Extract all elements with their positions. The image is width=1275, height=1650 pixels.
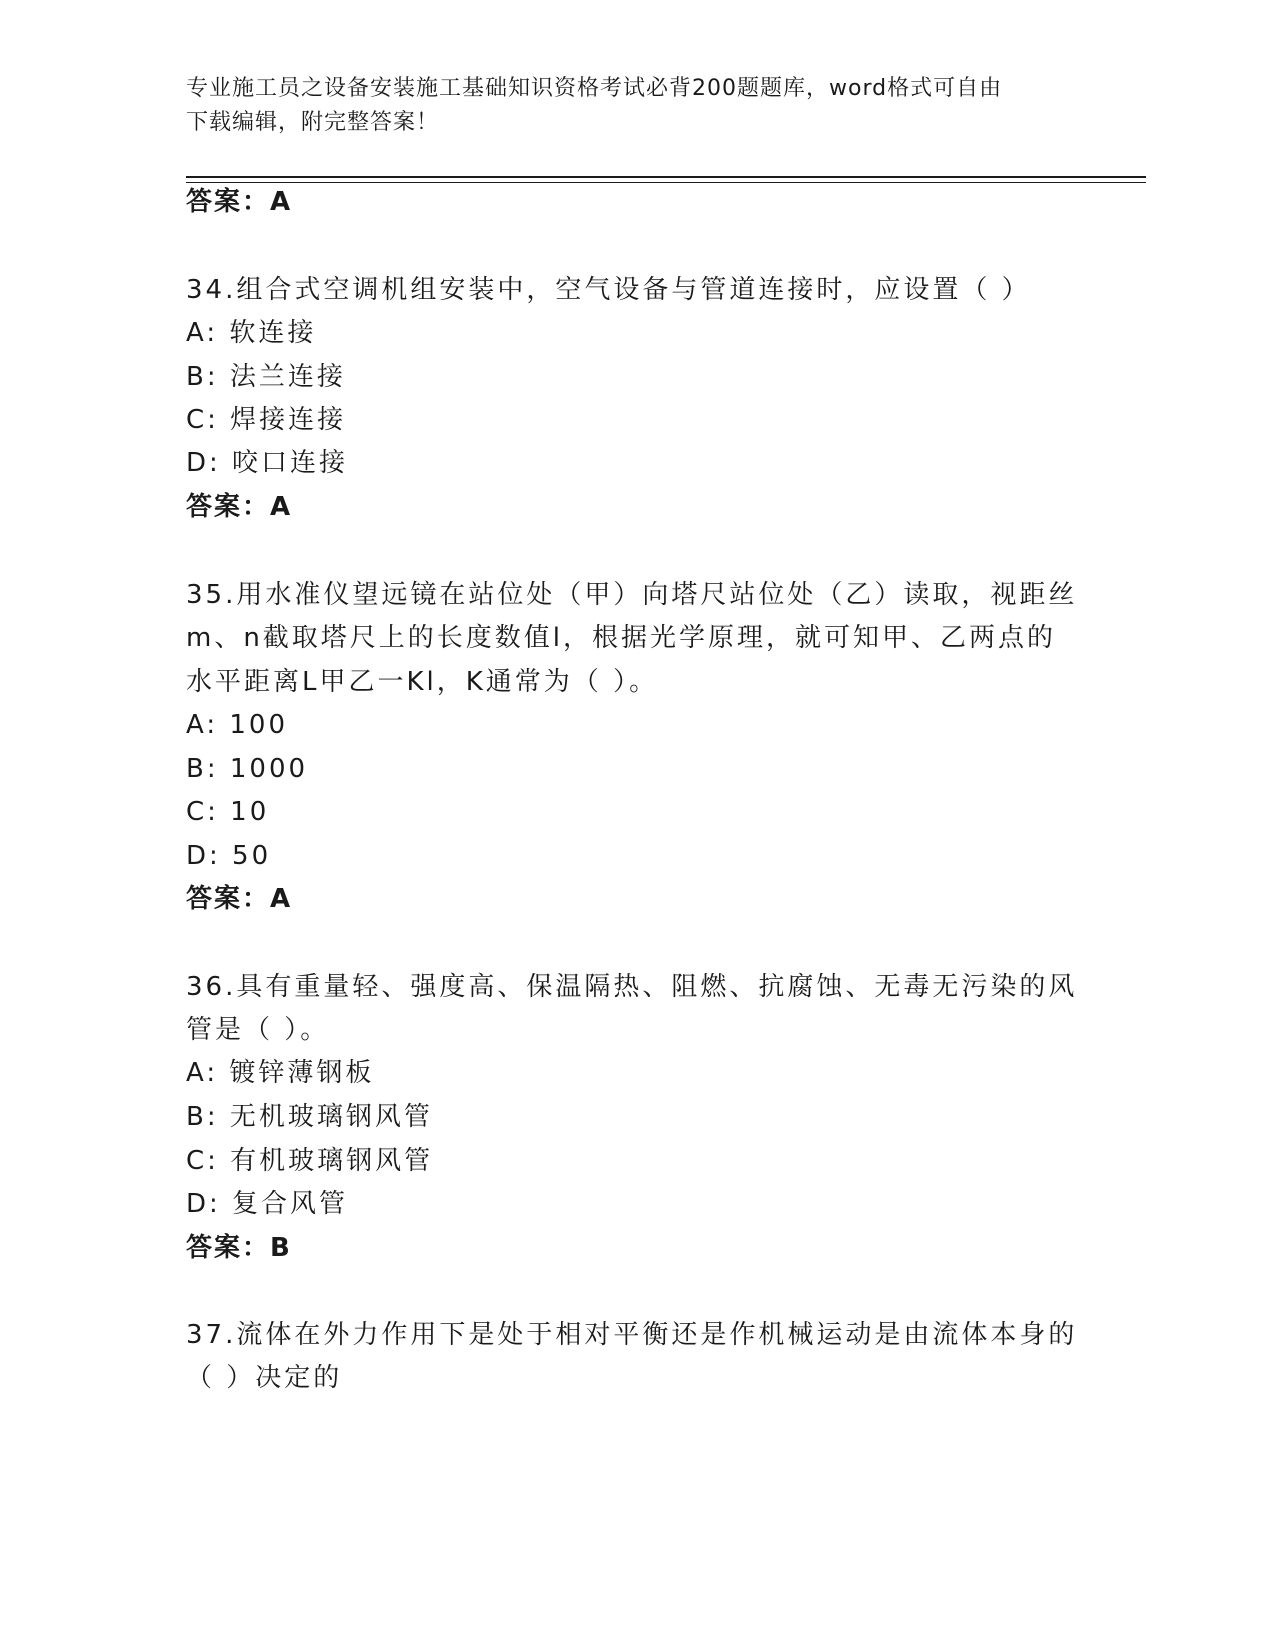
option-a: A: 软连接 [186,318,317,348]
header-line-1: 专业施工员之设备安装施工基础知识资格考试必背200题题库，word格式可自由 [186,76,1003,101]
question-text-line-3: 水平距离L甲乙一Kl，K通常为（ ）。 [186,667,659,697]
option-d: D: 复合风管 [186,1189,349,1219]
header-line-2: 下载编辑，附完整答案！ [186,110,440,135]
option-a: A: 100 [186,710,288,740]
option-b: B: 法兰连接 [186,362,346,392]
prev-answer: 答案：A [186,187,293,217]
option-b: B: 1000 [186,754,309,784]
question-text-line-2: m、n截取塔尺上的长度数值l，根据光学原理，就可知甲、乙两点的 [186,623,1057,653]
answer: 答案：B [186,1233,292,1263]
page-header [186,72,1066,140]
option-b: B: 无机玻璃钢风管 [186,1102,433,1132]
header-rule-thin [186,182,1146,183]
option-d: D: 50 [186,841,272,871]
question-text: 34.组合式空调机组安装中，空气设备与管道连接时，应设置（ ） [186,275,1031,305]
question-text-line-1: 35.用水准仪望远镜在站位处（甲）向塔尺站位处（乙）读取，视距丝 [186,580,1078,610]
option-c: C: 10 [186,797,270,827]
answer: 答案：A [186,492,293,522]
question-text-line-2: 管是（ ）。 [186,1015,330,1045]
option-d: D: 咬口连接 [186,448,349,478]
answer: 答案：A [186,884,293,914]
question-text-line-1: 37.流体在外力作用下是处于相对平衡还是作机械运动是由流体本身的 [186,1320,1078,1350]
option-c: C: 有机玻璃钢风管 [186,1146,434,1176]
header-rule-thick [186,176,1146,178]
question-text-line-1: 36.具有重量轻、强度高、保温隔热、阻燃、抗腐蚀、无毒无污染的风 [186,972,1078,1002]
option-a: A: 镀锌薄钢板 [186,1058,375,1088]
question-text-line-2: （ ）决定的 [186,1363,343,1393]
option-c: C: 焊接连接 [186,405,347,435]
